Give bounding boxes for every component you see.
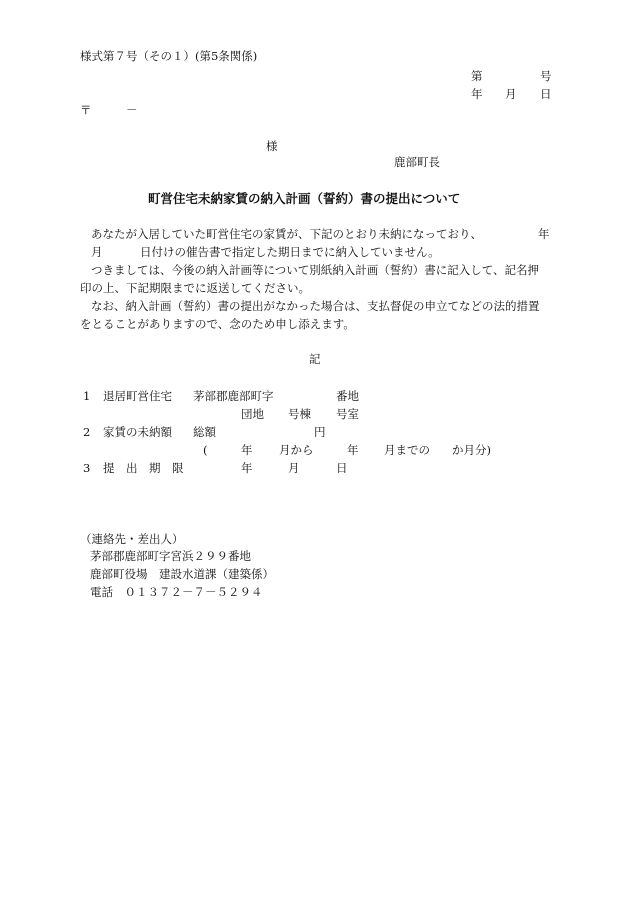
item-2-to-month: 月までの — [384, 443, 430, 457]
item-3-label: 提 出 期 限 — [103, 461, 184, 475]
paragraph-2-line-2: 印の上、下記期限までに返送してください。 — [80, 281, 310, 295]
item-1-goshitsu: 号室 — [336, 407, 359, 421]
paragraph-1-line-1: あなたが入居していた町営住宅の家賃が、下記のとおり未納になっており、 — [91, 227, 482, 241]
date-month: 月 — [505, 87, 517, 101]
item-2-number: 2 — [83, 425, 91, 439]
item-3-day: 日 — [336, 461, 348, 475]
paragraph-1-month: 月 — [91, 245, 103, 259]
document-title: 町営住宅未納家賃の納入計画（誓約）書の提出について — [148, 191, 461, 206]
item-3-month: 月 — [288, 461, 300, 475]
item-1-danchi: 団地 — [241, 407, 264, 421]
date-day: 日 — [540, 87, 552, 101]
item-2-to-year: 年 — [347, 443, 359, 457]
contact-phone: 電話 ０１３７２－７－５２９４ — [90, 585, 263, 599]
sender: 鹿部町長 — [394, 155, 440, 169]
date-year: 年 — [471, 87, 483, 101]
postal-dash: － — [126, 103, 138, 117]
doc-number-prefix: 第 — [471, 69, 483, 83]
item-2-label: 家賃の未納額 — [103, 425, 172, 439]
item-1-label: 退居町営住宅 — [103, 389, 172, 403]
item-1-goto: 号棟 — [288, 407, 311, 421]
item-2-from-year: 年 — [241, 443, 253, 457]
paragraph-3-line-2: をとることがありますので、念のため申し添えます。 — [80, 317, 355, 331]
doc-number-suffix: 号 — [540, 69, 552, 83]
postal-mark: 〒 — [80, 103, 92, 117]
item-1-banchi: 番地 — [336, 389, 359, 403]
contact-office: 鹿部町役場 建設水道課（建築係） — [90, 567, 274, 581]
contact-address: 茅部郡鹿部町字宮浜２９９番地 — [90, 549, 251, 563]
item-2-paren-open: ( — [203, 443, 208, 457]
item-1-number: 1 — [83, 389, 91, 403]
paragraph-1-line-2: 日付けの催告書で指定した期日までに納入していません。 — [140, 245, 440, 259]
item-2-total: 総額 — [193, 425, 216, 439]
addressee-suffix: 様 — [266, 139, 278, 153]
item-3-number: 3 — [83, 461, 91, 475]
item-3-year: 年 — [241, 461, 253, 475]
paragraph-1-year: 年 — [538, 227, 550, 241]
item-1-address: 茅部郡鹿部町字 — [193, 389, 274, 403]
paragraph-2-line-1: つきましては、今後の納入計画等について別紙納入計画（誓約）書に記入して、記名押 — [91, 263, 540, 277]
item-2-from-month: 月から — [279, 443, 314, 457]
contact-heading: （連絡先・差出人） — [80, 532, 184, 546]
paragraph-3-line-1: なお、納入計画（誓約）書の提出がなかった場合は、支払督促の申立てなどの法的措置 — [91, 299, 540, 313]
ki-heading: 記 — [309, 352, 321, 366]
item-2-yen: 円 — [314, 425, 326, 439]
form-number: 様式第７号（その１）(第5条関係) — [80, 49, 258, 63]
item-2-months: か月分) — [452, 443, 491, 457]
